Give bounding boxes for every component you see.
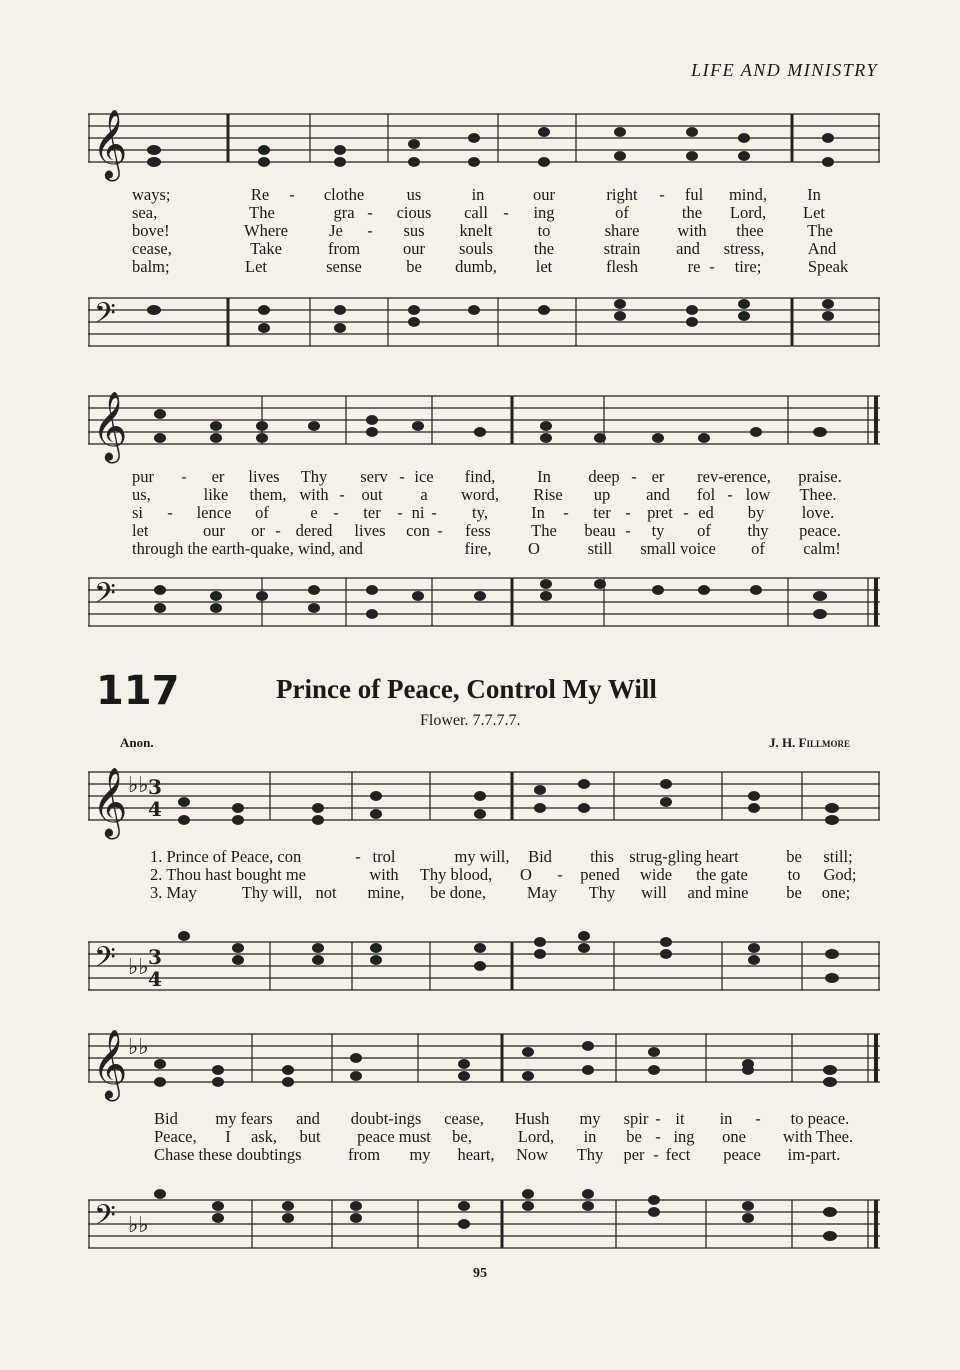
- syllable: with: [369, 865, 399, 884]
- syllable: still: [587, 539, 613, 558]
- syllable: si: [132, 503, 144, 522]
- syllable: of: [697, 521, 711, 540]
- lyric-line: [88, 240, 880, 258]
- syllable: spir: [623, 1109, 649, 1128]
- syllable: ing: [533, 203, 555, 222]
- syllable: a: [420, 485, 428, 504]
- syllable: per: [623, 1145, 645, 1164]
- syllable: O: [528, 539, 540, 558]
- syllable: right: [606, 185, 638, 204]
- syllable: Lord,: [729, 203, 767, 222]
- syllable: -: [181, 467, 187, 486]
- treble-staff-4: [88, 1022, 880, 1102]
- svg-text:𝄢: 𝄢: [94, 1199, 116, 1239]
- lyric-line: [88, 866, 880, 884]
- lyric-line: [88, 222, 880, 240]
- tune-name: Flower. 7.7.7.7.: [420, 712, 521, 729]
- running-head: LIFE AND MINISTRY: [691, 60, 878, 80]
- syllable: strug-gling heart: [629, 847, 739, 866]
- syllable: peace: [723, 1145, 761, 1164]
- syllable: with: [677, 221, 707, 240]
- lyric-line: [88, 1146, 880, 1164]
- syllable: souls: [459, 239, 493, 258]
- syllable: Hush: [514, 1109, 550, 1128]
- syllable: balm;: [132, 257, 170, 276]
- syllable: -: [625, 521, 631, 540]
- syllable: mind,: [728, 185, 768, 204]
- syllable: with: [299, 485, 329, 504]
- syllable: one: [722, 1127, 746, 1146]
- syllable: like: [203, 485, 229, 504]
- syllable: -: [355, 847, 361, 866]
- syllable: Bid: [154, 1109, 178, 1128]
- syllable: -: [275, 521, 281, 540]
- syllable: to: [787, 865, 801, 884]
- syllable: peace.: [799, 521, 841, 540]
- syllable: them,: [249, 485, 287, 504]
- lyric-line: [88, 258, 880, 276]
- treble-staff-1: [88, 102, 880, 182]
- syllable: Re: [250, 185, 270, 204]
- syllable: calm!: [803, 539, 841, 558]
- syllable: pened: [580, 865, 620, 884]
- syllable: by: [747, 503, 765, 522]
- svg-text:𝄢: 𝄢: [94, 577, 116, 617]
- syllable: Thy blood,: [419, 865, 493, 884]
- syllable: and mine: [687, 883, 749, 902]
- syllable: The: [249, 203, 275, 222]
- treble-staff-3: [88, 760, 880, 840]
- svg-text:𝄞: 𝄞: [92, 767, 128, 837]
- syllable: us: [406, 185, 422, 204]
- syllable: the: [533, 239, 555, 258]
- svg-text:𝄢: 𝄢: [94, 297, 116, 337]
- syllable: not: [315, 883, 337, 902]
- hymn-title: Prince of Peace, Control My Will: [276, 674, 657, 704]
- syllable: Chase these doubtings: [154, 1145, 302, 1164]
- lyric-line: [88, 884, 880, 902]
- syllable: -: [367, 203, 373, 222]
- syllable: let: [535, 257, 553, 276]
- syllable: -: [503, 203, 509, 222]
- syllable: ice: [414, 467, 434, 486]
- syllable: -: [683, 503, 689, 522]
- syllable: and: [296, 1109, 320, 1128]
- syllable: in: [583, 1127, 597, 1146]
- syllable: im-part.: [787, 1145, 841, 1164]
- syllable: one;: [821, 883, 851, 902]
- syllable: out: [361, 485, 383, 504]
- syllable: sense: [326, 257, 362, 276]
- syllable: in: [719, 1109, 733, 1128]
- syllable: The: [531, 521, 557, 540]
- syllable: e: [310, 503, 318, 522]
- syllable: knelt: [459, 221, 493, 240]
- syllable: let: [132, 521, 149, 540]
- syllable: from: [327, 239, 361, 258]
- syllable: be: [406, 257, 422, 276]
- syllable: The: [807, 221, 833, 240]
- syllable: and: [676, 239, 700, 258]
- lyric-line: [88, 848, 880, 866]
- bass-staff-4: [88, 1176, 880, 1256]
- syllable: Lord,: [517, 1127, 555, 1146]
- syllable: heart,: [457, 1145, 495, 1164]
- syllable: fire,: [464, 539, 492, 558]
- syllable: my: [579, 1109, 601, 1128]
- syllable: wide: [639, 865, 673, 884]
- syllable: flesh: [605, 257, 639, 276]
- syllable: thy: [747, 521, 769, 540]
- lyric-line: [88, 486, 880, 504]
- lyric-line: [88, 522, 880, 540]
- syllable: tire;: [734, 257, 762, 276]
- syllable: -: [709, 257, 715, 276]
- syllable: my fears: [215, 1109, 273, 1128]
- syllable: Let: [245, 257, 267, 276]
- syllable: of: [751, 539, 765, 558]
- syllable: up: [593, 485, 611, 504]
- syllable: con: [406, 521, 430, 540]
- syllable: Thy will,: [241, 883, 303, 902]
- syllable: to peace.: [790, 1109, 850, 1128]
- syllable: doubt-ings: [350, 1109, 422, 1128]
- bass-staff-1: [88, 286, 880, 362]
- lyric-line: [88, 540, 880, 558]
- music-credit: J. H. Fillmore: [768, 735, 850, 750]
- syllable: dered: [295, 521, 333, 540]
- syllable: Where: [244, 221, 288, 240]
- syllable: share: [604, 221, 640, 240]
- syllable: bove!: [132, 221, 170, 240]
- syllable: lence: [196, 503, 232, 522]
- syllable: strain: [603, 239, 641, 258]
- svg-text:𝄢: 𝄢: [94, 941, 116, 981]
- syllable: -: [397, 503, 403, 522]
- syllable: ed: [698, 503, 714, 522]
- hymn-117-lyrics-2: [88, 1110, 880, 1164]
- syllable: be: [786, 883, 802, 902]
- hymn-number: 117: [96, 668, 180, 714]
- syllable: it: [675, 1109, 685, 1128]
- syllable: -: [659, 185, 665, 204]
- syllable: beau: [584, 521, 616, 540]
- syllable: -: [339, 485, 345, 504]
- syllable: -: [167, 503, 173, 522]
- svg-text:♭♭: ♭♭: [128, 773, 149, 798]
- lyric-line: [88, 468, 880, 486]
- syllable: trol: [372, 847, 396, 866]
- syllable: sus: [403, 221, 425, 240]
- syllable: call: [464, 203, 488, 222]
- syllable: fess: [465, 521, 491, 540]
- syllable: -: [563, 503, 569, 522]
- lyric-line: [88, 1128, 880, 1146]
- syllable: word,: [460, 485, 500, 504]
- treble-staff-2: [88, 384, 880, 464]
- syllable: our: [203, 521, 225, 540]
- syllable: re: [687, 257, 701, 276]
- syllable: with Thee.: [782, 1127, 854, 1146]
- syllable: Take: [250, 239, 282, 258]
- syllable: pret: [647, 503, 673, 522]
- syllable: our: [533, 185, 555, 204]
- syllable: -: [653, 1145, 659, 1164]
- syllable: mine,: [367, 883, 405, 902]
- syllable: Now: [515, 1145, 549, 1164]
- syllable: -: [431, 503, 437, 522]
- svg-text:3: 3: [148, 775, 162, 799]
- syllable: to: [537, 221, 551, 240]
- syllable: cease,: [132, 239, 172, 258]
- lyric-line: [88, 186, 880, 204]
- syllable: ni: [411, 503, 425, 522]
- syllable: be: [626, 1127, 642, 1146]
- syllable: stress,: [723, 239, 765, 258]
- syllable: fol: [696, 485, 716, 504]
- syllable: and: [646, 485, 670, 504]
- syllable: lives: [354, 521, 386, 540]
- syllable: the gate: [696, 865, 748, 884]
- syllable: serv: [360, 467, 388, 486]
- page-number: 95: [473, 1266, 487, 1281]
- syllable: from: [347, 1145, 381, 1164]
- svg-text:4: 4: [148, 967, 162, 991]
- svg-text:♭♭: ♭♭: [128, 955, 149, 980]
- lyric-line: [88, 204, 880, 222]
- syllable: this: [590, 847, 614, 866]
- syllable: us,: [132, 485, 151, 504]
- syllable: Bid: [528, 847, 552, 866]
- syllable: pur: [132, 467, 154, 486]
- syllable: -: [631, 467, 637, 486]
- syllable: May: [526, 883, 558, 902]
- syllable: I: [225, 1127, 231, 1146]
- syllable: of: [255, 503, 269, 522]
- syllable: in: [471, 185, 485, 204]
- syllable: -: [625, 503, 631, 522]
- syllable: deep: [588, 467, 620, 486]
- previous-hymn-lyrics-2: [88, 468, 880, 558]
- syllable: be done,: [430, 883, 486, 902]
- syllable: Thy: [300, 467, 328, 486]
- svg-text:♭♭: ♭♭: [128, 1213, 149, 1238]
- syllable: love.: [801, 503, 835, 522]
- syllable: -: [437, 521, 443, 540]
- syllable: praise.: [798, 467, 842, 486]
- syllable: ty,: [472, 503, 488, 522]
- svg-text:𝄞: 𝄞: [92, 109, 128, 179]
- syllable: And: [807, 239, 837, 258]
- syllable: ter: [363, 503, 381, 522]
- syllable: -: [333, 503, 339, 522]
- syllable: -: [367, 221, 373, 240]
- syllable: fect: [665, 1145, 691, 1164]
- syllable: the: [681, 203, 703, 222]
- syllable: ty: [651, 521, 665, 540]
- syllable: low: [745, 485, 771, 504]
- syllable: In: [537, 467, 551, 486]
- syllable: be,: [452, 1127, 472, 1146]
- syllable: -: [655, 1109, 661, 1128]
- syllable: Thy: [576, 1145, 604, 1164]
- syllable: ask,: [250, 1127, 278, 1146]
- syllable: ways;: [132, 185, 171, 204]
- syllable: dumb,: [455, 257, 497, 276]
- syllable: lives: [248, 467, 280, 486]
- syllable: Thy: [588, 883, 616, 902]
- syllable: -: [399, 467, 405, 486]
- syllable: my will,: [454, 847, 510, 866]
- lyric-line: [88, 504, 880, 522]
- previous-hymn-lyrics-1: [88, 186, 880, 276]
- syllable: In: [807, 185, 821, 204]
- bass-staff-3: [88, 918, 880, 998]
- syllable: 2. Thou hast bought me: [150, 865, 306, 884]
- syllable: Let: [803, 203, 825, 222]
- syllable: clothe: [323, 185, 365, 204]
- syllable: be: [786, 847, 802, 866]
- syllable: God;: [823, 865, 857, 884]
- syllable: Je: [329, 221, 343, 240]
- syllable: -: [557, 865, 563, 884]
- syllable: but: [299, 1127, 321, 1146]
- syllable: or: [251, 521, 265, 540]
- syllable: ful: [684, 185, 704, 204]
- syllable: ter: [593, 503, 611, 522]
- syllable: -: [727, 485, 733, 504]
- syllable: thee: [736, 221, 764, 240]
- syllable: small voice: [640, 539, 716, 558]
- syllable: through the earth-quake, wind, and: [132, 539, 363, 558]
- syllable: -: [755, 1109, 761, 1128]
- svg-text:3: 3: [148, 945, 162, 969]
- bass-staff-2: [88, 566, 880, 642]
- syllable: still;: [823, 847, 853, 866]
- svg-text:𝄞: 𝄞: [92, 1029, 128, 1099]
- words-credit: Anon.: [120, 735, 154, 750]
- syllable: cease,: [444, 1109, 484, 1128]
- syllable: peace must: [357, 1127, 431, 1146]
- syllable: Peace,: [154, 1127, 197, 1146]
- hymn-117-lyrics-1: [88, 848, 880, 902]
- syllable: er: [211, 467, 225, 486]
- syllable: In: [531, 503, 545, 522]
- syllable: sea,: [132, 203, 158, 222]
- syllable: find,: [464, 467, 496, 486]
- syllable: our: [403, 239, 425, 258]
- syllable: 3. May: [150, 883, 197, 902]
- syllable: -: [655, 1127, 661, 1146]
- syllable: er: [651, 467, 665, 486]
- svg-text:♭♭: ♭♭: [128, 1035, 149, 1060]
- syllable: 1. Prince of Peace, con: [150, 847, 302, 866]
- syllable: cious: [396, 203, 432, 222]
- syllable: Rise: [533, 485, 563, 504]
- svg-text:𝄞: 𝄞: [92, 391, 128, 461]
- syllable: ing: [673, 1127, 695, 1146]
- lyric-line: [88, 1110, 880, 1128]
- syllable: Speak: [807, 257, 849, 276]
- syllable: Thee.: [799, 485, 837, 504]
- syllable: of: [615, 203, 629, 222]
- syllable: O: [520, 865, 532, 884]
- syllable: gra: [333, 203, 355, 222]
- syllable: rev-erence,: [697, 467, 771, 486]
- syllable: my: [409, 1145, 431, 1164]
- svg-text:4: 4: [148, 797, 162, 821]
- syllable: -: [289, 185, 295, 204]
- syllable: will: [641, 883, 667, 902]
